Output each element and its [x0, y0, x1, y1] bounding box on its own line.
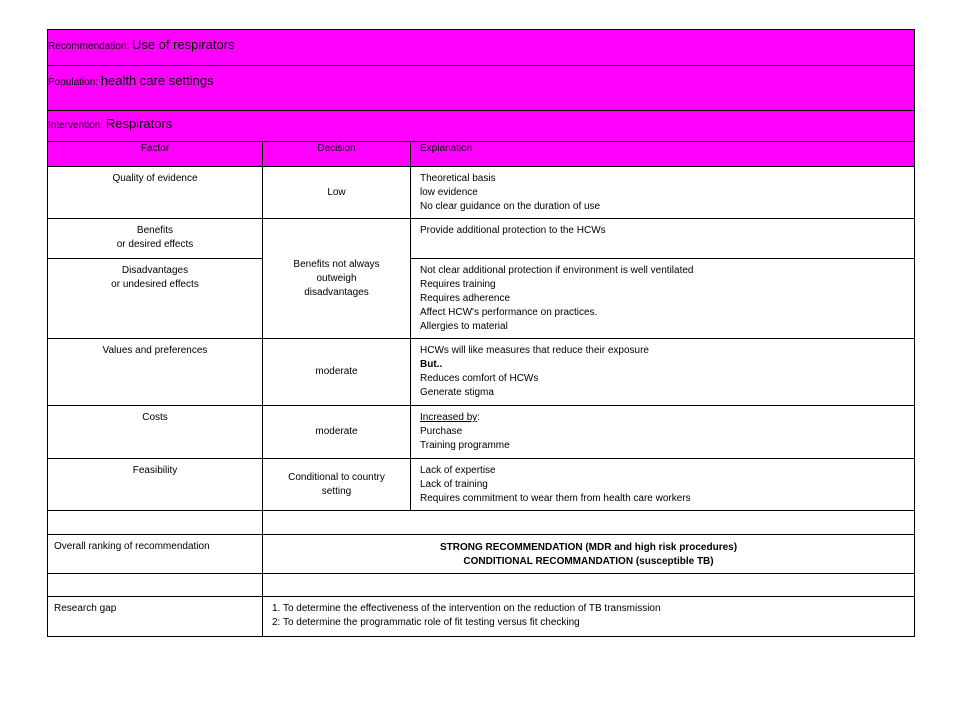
explanation-line: HCWs will like measures that reduce their exposure — [420, 345, 649, 356]
explanation-line: Allergies to material — [420, 321, 508, 332]
recommendation-table — [47, 29, 915, 637]
factor-line: or desired effects — [116, 239, 194, 250]
decision-costs: moderate — [263, 406, 411, 459]
decision-values: moderate — [263, 339, 411, 406]
population-row — [48, 66, 915, 111]
factor-research: Research gap — [48, 597, 263, 637]
population-value: health care settings — [100, 73, 214, 88]
explanation-line: Theoretical basis — [420, 173, 496, 184]
decision-line: disadvantages — [304, 286, 369, 298]
decision-line: setting — [321, 485, 352, 497]
table-row-empty — [48, 574, 915, 597]
decision-feasibility — [263, 459, 411, 511]
empty-cell — [48, 511, 263, 535]
empty-cell — [263, 511, 915, 535]
table-row-quality — [48, 167, 915, 219]
explanation-values — [411, 339, 915, 406]
table-row-feasibility — [48, 459, 915, 511]
table-row-research — [48, 597, 915, 637]
column-header-decision: Decision — [263, 142, 411, 167]
table-row-values — [48, 339, 915, 406]
empty-cell — [263, 574, 915, 597]
decision-line: Benefits not always — [293, 258, 380, 270]
explanation-line: Requires commitment to wear them from health care workers — [420, 493, 691, 504]
decision-overall — [263, 535, 915, 574]
intervention-label: Intervention: — [48, 120, 104, 131]
column-header-row — [48, 142, 915, 167]
column-header-factor: Factor — [48, 142, 263, 167]
empty-cell — [48, 574, 263, 597]
factor-line: or undesired effects — [111, 279, 199, 290]
explanation-line: Requires training — [420, 279, 496, 290]
intervention-value: Respirators — [105, 116, 173, 131]
explanation-line: Reduces comfort of HCWs — [420, 373, 539, 384]
explanation-line: Lack of expertise — [420, 465, 496, 476]
explanation-line: But.. — [420, 359, 443, 370]
factor-overall: Overall ranking of recommendation — [48, 535, 263, 574]
explanation-costs — [411, 406, 915, 459]
decision-benefits-disadvantages — [263, 219, 411, 339]
explanation-benefits — [411, 219, 915, 259]
colon: : — [477, 412, 481, 423]
recommendation-row — [48, 30, 915, 66]
increased-by-label: Increased by — [420, 412, 478, 423]
explanation-line: low evidence — [420, 187, 478, 198]
explanation-line: No clear guidance on the duration of use — [420, 201, 601, 212]
explanation-line: Not clear additional protection if environment is well ventilated — [420, 265, 694, 276]
explanation-feasibility — [411, 459, 915, 511]
table-row-disadvantages — [48, 259, 915, 339]
table-row-costs — [48, 406, 915, 459]
explanation-line — [420, 411, 905, 425]
explanation-line: Provide additional protection to the HCWs — [420, 225, 606, 236]
explanation-line: Generate stigma — [420, 387, 494, 398]
explanation-line: Affect HCW's performance on practices. — [420, 307, 598, 318]
factor-line: Disadvantages — [121, 265, 189, 276]
explanation-line: 1. To determine the effectiveness of the intervention on the reduction of TB transmission — [272, 603, 661, 614]
table-row-overall — [48, 535, 915, 574]
table-row-empty — [48, 511, 915, 535]
column-header-explanation: Explanation — [411, 142, 915, 167]
factor-line: Benefits — [136, 225, 174, 236]
decision-line: outweigh — [316, 272, 357, 284]
explanation-quality — [411, 167, 915, 219]
explanation-line: 2: To determine the programmatic role of fit testing versus fit checking — [272, 617, 580, 628]
factor-values: Values and preferences — [48, 339, 263, 406]
decision-line: Conditional to country — [288, 471, 385, 483]
explanation-line: Training programme — [420, 440, 510, 451]
factor-costs: Costs — [48, 406, 263, 459]
explanation-disadvantages — [411, 259, 915, 339]
explanation-line: Lack of training — [420, 479, 488, 490]
recommendation-value: Use of respirators — [131, 37, 235, 52]
overall-line: STRONG RECOMMENDATION (MDR and high risk procedures) — [439, 542, 738, 553]
factor-feasibility: Feasibility — [48, 459, 263, 511]
table-row-benefits — [48, 219, 915, 259]
intervention-row — [48, 111, 915, 142]
decision-quality: Low — [263, 167, 411, 219]
factor-benefits — [48, 219, 263, 259]
factor-disadvantages — [48, 259, 263, 339]
explanation-research — [263, 597, 915, 637]
explanation-line: Purchase — [420, 426, 463, 437]
population-label: Population: — [48, 77, 99, 88]
recommendation-label: Recommendation: — [48, 41, 130, 52]
overall-line: CONDITIONAL RECOMMANDATION (susceptible TB) — [463, 556, 714, 567]
factor-quality: Quality of evidence — [48, 167, 263, 219]
explanation-line: Requires adherence — [420, 293, 511, 304]
